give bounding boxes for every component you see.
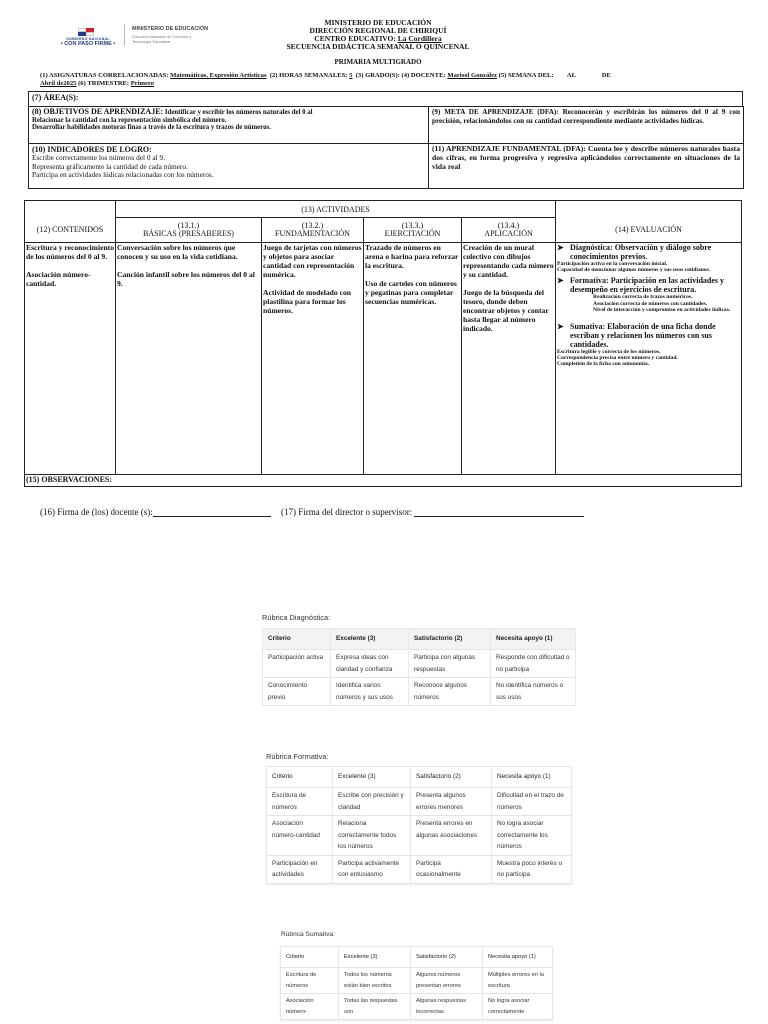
area-label: (7) ÁREA(S): xyxy=(29,92,743,107)
rubric-header-cell: Excelente (3) xyxy=(333,767,411,788)
eval-formative xyxy=(557,276,740,294)
teacher-label: (4) DOCENTE: xyxy=(401,72,446,79)
rubric-cell: Participación activa xyxy=(263,650,331,678)
logo-divider xyxy=(124,24,125,46)
rubric-cell: Escribe con precisión y claridad xyxy=(333,788,411,816)
rubric-summative-title: Rúbrica Sumativa: xyxy=(281,931,335,938)
rubric-header-cell: Satisfactorio (2) xyxy=(411,947,483,968)
ministry-logo-sub1: Dirección Nacional de Currículo y xyxy=(132,34,192,39)
rubric-cell: Algunas respuestas incorrectas xyxy=(411,994,483,1020)
rubric-cell: Escritura de números xyxy=(281,968,339,994)
basics-item: Conversación sobre los números que conocen y su uso en la vida cotidiana. xyxy=(117,243,238,261)
objectives-table xyxy=(28,106,744,189)
application-cell xyxy=(462,243,556,475)
rubric-formative-title: Rúbrica Formativa: xyxy=(266,752,329,761)
indicators-title: (10) INDICADORES DE LOGRO: xyxy=(32,145,152,154)
teacher-value: Marisol González xyxy=(447,72,497,79)
general-info xyxy=(40,72,745,88)
objectives-line-2: Relacionar la cantidad con la representación simbólica del número. xyxy=(32,116,227,124)
area-table xyxy=(28,91,743,107)
rubric-cell: No logra asociar correctamente los números xyxy=(492,816,572,856)
rubric-cell: Participa activamente con entusiasmo xyxy=(333,855,411,883)
rubric-cell: Todos los números están bien escritos xyxy=(339,968,411,994)
rubric-header-cell: Satisfactorio (2) xyxy=(411,767,492,788)
objectives-line-3: Desarrollar habilidades motoras finas a través de la escritura y trazos de números. xyxy=(32,124,271,131)
table-row xyxy=(267,816,572,856)
fundamental-learning-cell xyxy=(429,144,744,189)
rubric-cell: Escritura de números xyxy=(267,788,333,816)
observations-label: (15) OBSERVACIONES: xyxy=(25,475,742,487)
rubric-cell: Algunos números presentan errores xyxy=(411,968,483,994)
col-exercise-header: (13.3.) EJERCITACIÓN xyxy=(364,218,462,243)
table-row xyxy=(263,650,576,678)
content-item: Escritura y reconocimiento de los números del 0 al 9. xyxy=(26,243,115,261)
hours-label: (2) HORAS SEMANALES: xyxy=(269,72,348,79)
indicators-cell xyxy=(29,144,429,189)
rubric-cell: Presenta algunos errores menores xyxy=(411,788,492,816)
rubric-cell: Múltiples errores en la escritura xyxy=(483,968,553,994)
subjects-label: (1) ASIGNATURAS CORRELACIONADAS: xyxy=(40,72,169,79)
week-label: (5) SEMANA DEL: xyxy=(498,72,554,79)
week-de: DE xyxy=(601,72,611,79)
exercise-item: Uso de carteles con números y pegatinas para completar secuencias numéricas. xyxy=(365,279,457,306)
grade-label: (3) GRADO(S): xyxy=(355,72,400,79)
term-value: Primero xyxy=(130,80,155,87)
learning-goal-text: (9) META DE APRENDIZAJE (DFA): Reconocerán y escribirán los números del 0 al 9 con precisión, relacionándolos con su cantidad correspondiente mediante actividades lúdicas. xyxy=(432,108,740,125)
rubric-header-cell: Criterio xyxy=(263,629,331,650)
rubric-cell: Expresa ideas con claridad y confianza xyxy=(331,650,409,678)
rubric-header-cell: Necesita apoyo (1) xyxy=(492,767,572,788)
rubric-cell: Presenta errores en algunas asociaciones xyxy=(411,816,492,856)
arrow-bullet-icon: ➤ xyxy=(557,322,564,332)
indicator-item: Escribe correctamente los números del 0 al 9. xyxy=(32,153,165,162)
eval-formative-item: Asociación correcta de números con cantidades. xyxy=(593,300,708,307)
objectives-title: (8) OBJETIVOS DE APRENDIZAJE: xyxy=(32,107,164,116)
basics-cell xyxy=(116,243,262,475)
rubric-header-cell: Criterio xyxy=(281,947,339,968)
rubric-cell: Participación en actividades xyxy=(267,855,333,883)
teacher-signature-label: (16) Firma de (los) docente (s): xyxy=(40,507,153,517)
flag-icon xyxy=(78,28,94,37)
rubric-cell: Identifica varios números y sus usos xyxy=(331,678,409,706)
eval-formative-title: Formativa: Participación en las actividades y desempeño en ejercicios de escritura. xyxy=(570,276,725,295)
rubric-header-cell: Criterio xyxy=(267,767,333,788)
eval-summative xyxy=(557,322,740,349)
year-value: Abril de2025 xyxy=(40,80,77,87)
header-sequence: SECUENCIA DIDÁCTICA SEMANAL O QUINCENAL xyxy=(286,42,470,51)
eval-summative-item: Escritura legible y correcta de los números. xyxy=(557,349,661,356)
hours-value: 5 xyxy=(349,72,353,79)
application-item: Juego de la búsqueda del tesoro, donde deben encontrar objetos y contar hasta llegar al número indicado. xyxy=(463,288,549,333)
basics-item: Canción infantil sobre los números del 0 al 9. xyxy=(117,270,255,288)
arrow-bullet-icon: ➤ xyxy=(557,243,564,252)
rubric-formative-table xyxy=(266,766,572,884)
table-row xyxy=(267,788,572,816)
learning-goal-cell xyxy=(429,107,744,144)
col-application-header: (13.4.) APLICACIÓN xyxy=(462,218,556,243)
rubric-header-row xyxy=(263,629,576,650)
school-label: CENTRO EDUCATIVO: xyxy=(314,34,396,43)
rubric-cell: Dificultad en el trazo de números xyxy=(492,788,572,816)
table-row xyxy=(281,994,553,1020)
school-name: La Cordillera xyxy=(397,34,442,43)
exercise-cell xyxy=(364,243,462,475)
rubric-cell: Participa ocasionalmente xyxy=(411,855,492,883)
table-row xyxy=(267,855,572,883)
ministry-logo xyxy=(132,26,232,44)
rubric-cell: Responde con dificultad o no participa xyxy=(491,650,576,678)
evaluation-cell xyxy=(556,243,742,475)
rubric-cell: Participa con algunas respuestas xyxy=(409,650,491,678)
content-item: Asociación número-cantidad. xyxy=(26,270,91,288)
eval-diagnostic-title: Diagnóstica: Observación y diálogo sobre conocimientos previos. xyxy=(570,243,712,261)
document-header xyxy=(230,19,526,51)
eval-diagnostic-item: Capacidad de mencionar algunos números y sus usos cotidianos. xyxy=(557,267,711,274)
rubric-cell: Reconoce algunos números xyxy=(409,678,491,706)
subjects-value: Matemáticas, Expresión Artísticas xyxy=(170,72,267,79)
signatures xyxy=(40,507,584,517)
header-region: DIRECCIÓN REGIONAL DE CHIRIQUÍ xyxy=(309,26,447,35)
rubric-diagnostic-title: Rúbrica Diagnóstica: xyxy=(262,613,331,622)
rubric-diagnostic-table xyxy=(262,628,576,706)
table-row xyxy=(263,678,576,706)
eval-diagnostic-item: Participación activa en la conversación inicial. xyxy=(557,261,668,267)
exercise-item: Trazado de números en arena o harina para reforzar la escritura. xyxy=(365,243,459,270)
objectives-title-rest: Identificar y escribir los números naturales del 0 al xyxy=(164,109,313,116)
indicator-item: Representa gráficamente la cantidad de cada número. xyxy=(32,161,188,171)
objectives-cell xyxy=(29,107,429,144)
teacher-signature-line[interactable] xyxy=(153,508,271,517)
rubric-header-cell: Excelente (3) xyxy=(331,629,409,650)
contents-header: (12) CONTENIDOS xyxy=(25,218,116,243)
activities-header: (13) ACTIVIDADES xyxy=(116,201,556,218)
contents-header-top xyxy=(25,201,116,218)
director-signature-line[interactable] xyxy=(414,508,584,517)
activities-table xyxy=(24,200,742,487)
contents-cell xyxy=(25,243,116,475)
rubric-cell: Relaciona correctamente todos los números xyxy=(333,816,411,856)
col-fundamentation-header: (13.2.) FUNDAMENTACIÓN xyxy=(262,218,364,243)
arrow-bullet-icon: ➤ xyxy=(557,276,564,286)
eval-diagnostic xyxy=(557,243,740,261)
eval-formative-item: Realización correcta de trazos numéricos. xyxy=(593,294,693,301)
rubric-header-cell: Necesita apoyo (1) xyxy=(483,947,553,968)
rubric-cell: No logra asociar correctamente xyxy=(483,994,553,1020)
eval-summative-item: Correspondencia precisa entre número y cantidad. xyxy=(557,355,678,362)
term-label: (6) TRIMESTRE: xyxy=(78,80,130,87)
info-line-2 xyxy=(40,80,745,88)
rubric-header-row xyxy=(281,947,553,968)
fundamental-learning-text: (11) APRENDIZAJE FUNDAMENTAL (DFA): Cuenta lee y describe números naturales hasta dos cifras, en forma progresiva y regresiva aplicándolos correctamente en situaciones de la vida real xyxy=(432,144,740,171)
table-row xyxy=(281,968,553,994)
eval-summative-title: Sumativa: Elaboración de una ficha donde escriban y relacionen los números con sus cantidades. xyxy=(570,322,716,350)
fundamentation-item: Actividad de modelado con plastilina para formar los números. xyxy=(263,288,351,315)
eval-formative-item: Nivel de interacción y compromiso en actividades lúdicas. xyxy=(593,306,731,313)
col-basics-header: (13.1.) BÁSICAS (PRESABERES) xyxy=(116,218,262,243)
rubric-cell: No identifica números o sus usos xyxy=(491,678,576,706)
government-logo xyxy=(56,28,120,48)
evaluation-header-top xyxy=(556,201,742,218)
logo-text: • CON PASO FIRME • xyxy=(60,41,116,47)
fundamentation-item: Juego de tarjetas con números y objetos para asociar cantidad con representación numérica. xyxy=(263,243,362,279)
ministry-logo-sub2: Tecnología Educativa xyxy=(132,39,171,44)
week-al: AL xyxy=(566,72,577,79)
rubric-cell: Todas las respuestas son xyxy=(339,994,411,1020)
application-item: Creación de un mural colectivo con dibujos representando cada número y su cantidad. xyxy=(463,243,554,279)
rubric-header-cell: Necesita apoyo (1) xyxy=(491,629,576,650)
rubric-header-row xyxy=(267,767,572,788)
evaluation-header: (14) EVALUACIÓN xyxy=(556,218,742,243)
rubric-cell: Muestra poco interés o no participa xyxy=(492,855,572,883)
director-signature-label: (17) Firma del director o supervisor: xyxy=(280,507,413,517)
logo-tagline: GOBIERNO NACIONAL xyxy=(66,37,110,41)
rubric-cell: Conocimiento previo xyxy=(263,678,331,706)
objectives-line-1 xyxy=(32,108,425,117)
rubric-header-cell: Excelente (3) xyxy=(339,947,411,968)
eval-summative-item: Completión de la ficha con autonomía. xyxy=(557,361,650,368)
rubric-cell: Asociación número- xyxy=(281,994,339,1020)
rubric-cell: Asociación número-cantidad xyxy=(267,816,333,856)
ministry-logo-title: MINISTERIO DE EDUCACIÓN xyxy=(132,26,209,32)
program-title: PRIMARIA MULTIGRADO xyxy=(334,58,422,66)
rubric-header-cell: Satisfactorio (2) xyxy=(409,629,491,650)
header-ministry: MINISTERIO DE EDUCACIÓN xyxy=(324,18,432,27)
fundamentation-cell xyxy=(262,243,364,475)
info-line-1 xyxy=(40,72,745,80)
rubric-summative-table xyxy=(280,946,553,1020)
indicator-item: Participa en actividades lúdicas relacionadas con los números. xyxy=(32,170,214,179)
